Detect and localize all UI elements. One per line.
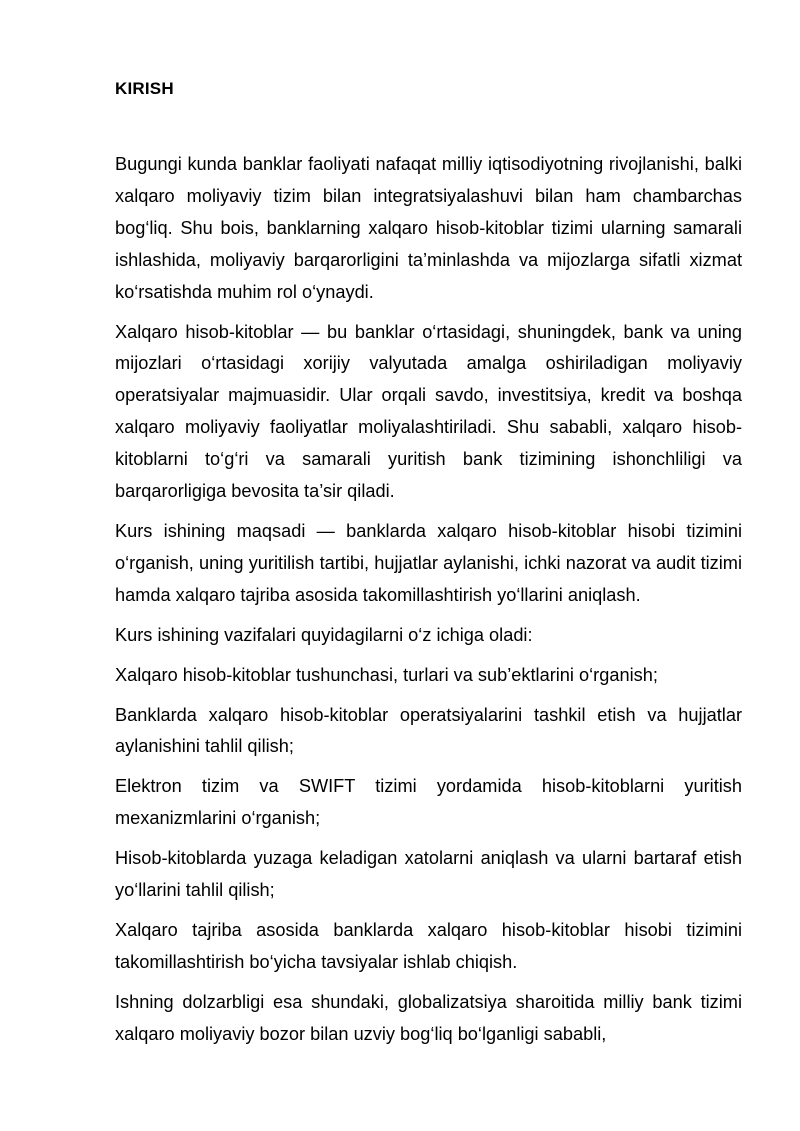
paragraph-task-2: Banklarda xalqaro hisob-kitoblar operatsiyalarini tashkil etish va hujjatlar aylanishini tahlil qilish; bbox=[115, 704, 742, 757]
section-heading: KIRISH bbox=[115, 79, 174, 98]
paragraph-task-3: Elektron tizim va SWIFT tizimi yordamida hisob-kitoblarni yuritish mexanizmlarini o‘rganish; bbox=[115, 776, 742, 829]
paragraph-relevance: Ishning dolzarbligi esa shundaki, globalizatsiya sharoitida milliy bank tizimi xalqaro moliyaviy bozor bilan uzviy bog‘liq bo‘lganligi sababli, bbox=[115, 991, 742, 1044]
paragraph-task-4: Hisob-kitoblarda yuzaga keladigan xatolarni aniqlash va ularni bartaraf etish yo‘llarini tahlil qilish; bbox=[115, 848, 742, 901]
paragraph-intro: Bugungi kunda banklar faoliyati nafaqat milliy iqtisodiyotning rivojlanishi, balki xalqaro moliyaviy tizim bilan integratsiyalashuvi bilan ham chambarchas bog‘liq. Shu bois, banklarning xalqaro hisob-kitoblar tizimi ularning samarali ishlashida, moliyaviy barqarorligini ta’minlashda va mijozlarga sifatli xizmat ko‘rsatishda muhim rol o‘ynaydi. bbox=[115, 154, 742, 302]
document-page bbox=[115, 78, 742, 1059]
paragraph-task-5: Xalqaro tajriba asosida banklarda xalqaro hisob-kitoblar hisobi tizimini takomillashtirish bo‘yicha tavsiyalar ishlab chiqish. bbox=[115, 919, 742, 972]
paragraph-goal: Kurs ishining maqsadi — banklarda xalqaro hisob-kitoblar hisobi tizimini o‘rganish, uning yuritilish tartibi, hujjatlar aylanishi, ichki nazorat va audit tizimi hamda xalqaro tajriba asosida takomillashtirish yo‘llarini aniqlash. bbox=[115, 520, 742, 605]
paragraph-definition: Xalqaro hisob-kitoblar — bu banklar o‘rtasidagi, shuningdek, bank va uning mijozlari o‘rtasidagi xorijiy valyutada amalga oshiriladigan moliyaviy operatsiyalar majmuasidir. Ular orqali savdo, investitsiya, kredit va boshqa xalqaro moliyaviy faoliyatlar moliyalashtiriladi. Shu sababli, xalqaro hisob-kitoblarni to‘g‘ri va samarali yuritish bank tizimining ishonchliligi va barqarorligiga bevosita ta’sir qiladi. bbox=[115, 321, 742, 502]
paragraph-task-1: Xalqaro hisob-kitoblar tushunchasi, turlari va sub’ektlarini o‘rganish; bbox=[115, 664, 658, 685]
paragraph-tasks-intro: Kurs ishining vazifalari quyidagilarni o‘z ichiga oladi: bbox=[115, 624, 533, 645]
